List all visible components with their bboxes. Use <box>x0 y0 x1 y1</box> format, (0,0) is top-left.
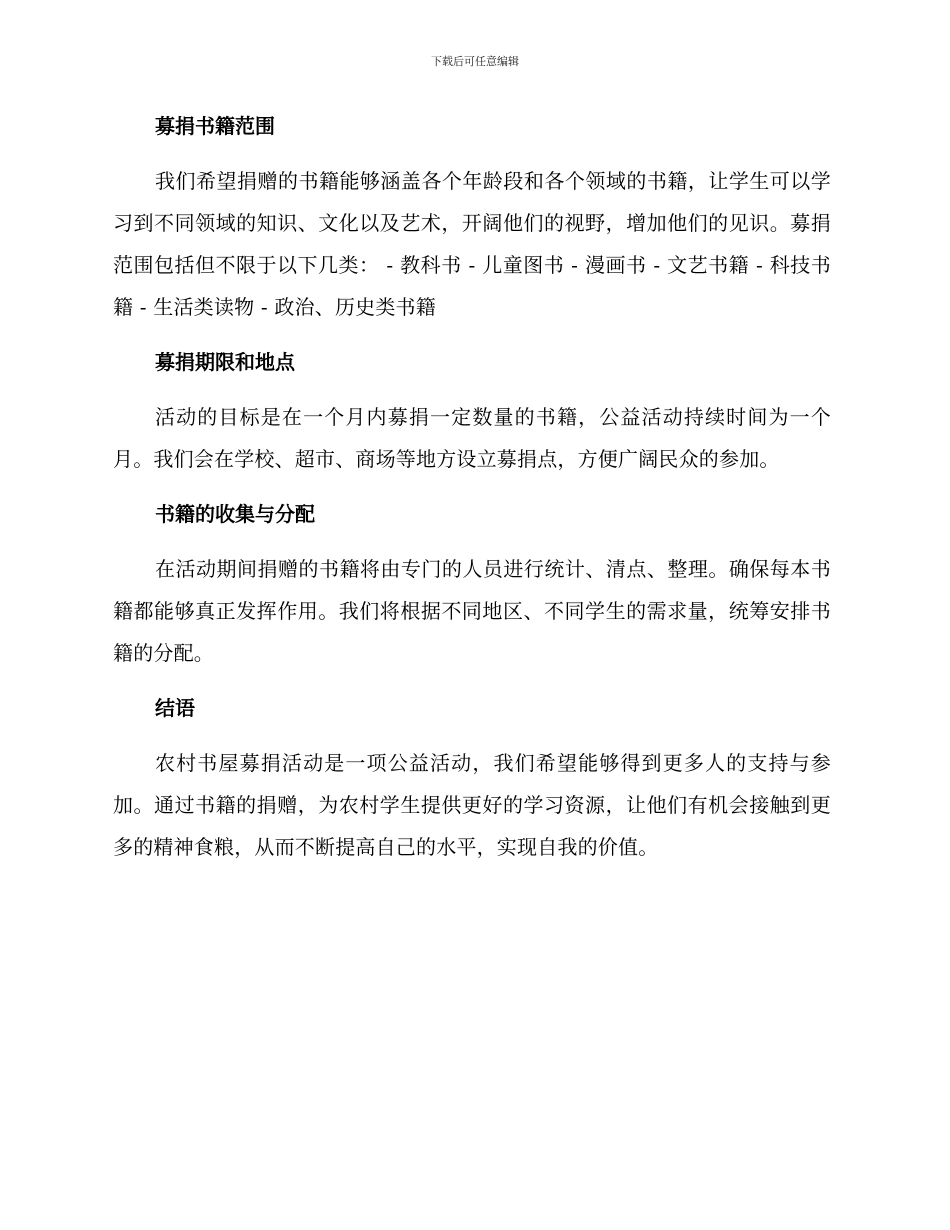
section-heading: 书籍的收集与分配 <box>155 502 315 526</box>
section-conclusion <box>113 692 831 868</box>
section-paragraph: 在活动期间捐赠的书籍将由专门的人员进行统计、清点、整理。确保每本书籍都能够真正发挥作用。我们将根据不同地区、不同学生的需求量，统筹安排书籍的分配。 <box>113 557 831 665</box>
section-paragraph: 活动的目标是在一个月内募捐一定数量的书籍，公益活动持续时间为一个月。我们会在学校、超市、商场等地方设立募捐点，方便广阔民众的参加。 <box>113 405 831 471</box>
section-heading: 募捐期限和地点 <box>155 350 295 374</box>
document-content <box>113 110 831 886</box>
section-heading: 募捐书籍范围 <box>155 114 275 138</box>
header-note: 下载后可任意编辑 <box>431 55 519 68</box>
section-book-scope <box>113 110 831 328</box>
section-collection-distribution <box>113 498 831 674</box>
section-paragraph: 农村书屋募捐活动是一项公益活动，我们希望能够得到更多人的支持与参加。通过书籍的捐赠，为农村学生提供更好的学习资源，让他们有机会接触到更多的精神食粮，从而不断提高自己的水平，实现自我的价值。 <box>113 751 831 859</box>
section-heading: 结语 <box>155 696 195 720</box>
section-period-location <box>113 346 831 480</box>
section-paragraph: 我们希望捐赠的书籍能够涵盖各个年龄段和各个领域的书籍，让学生可以学习到不同领域的知识、文化以及艺术，开阔他们的视野，增加他们的见识。募捐范围包括但不限于以下几类： - 教科书 - 儿童图书 - 漫画书 - 文艺书籍 - 科技书籍 - 生活类读物 - 政治、历史类书籍 <box>113 169 831 319</box>
